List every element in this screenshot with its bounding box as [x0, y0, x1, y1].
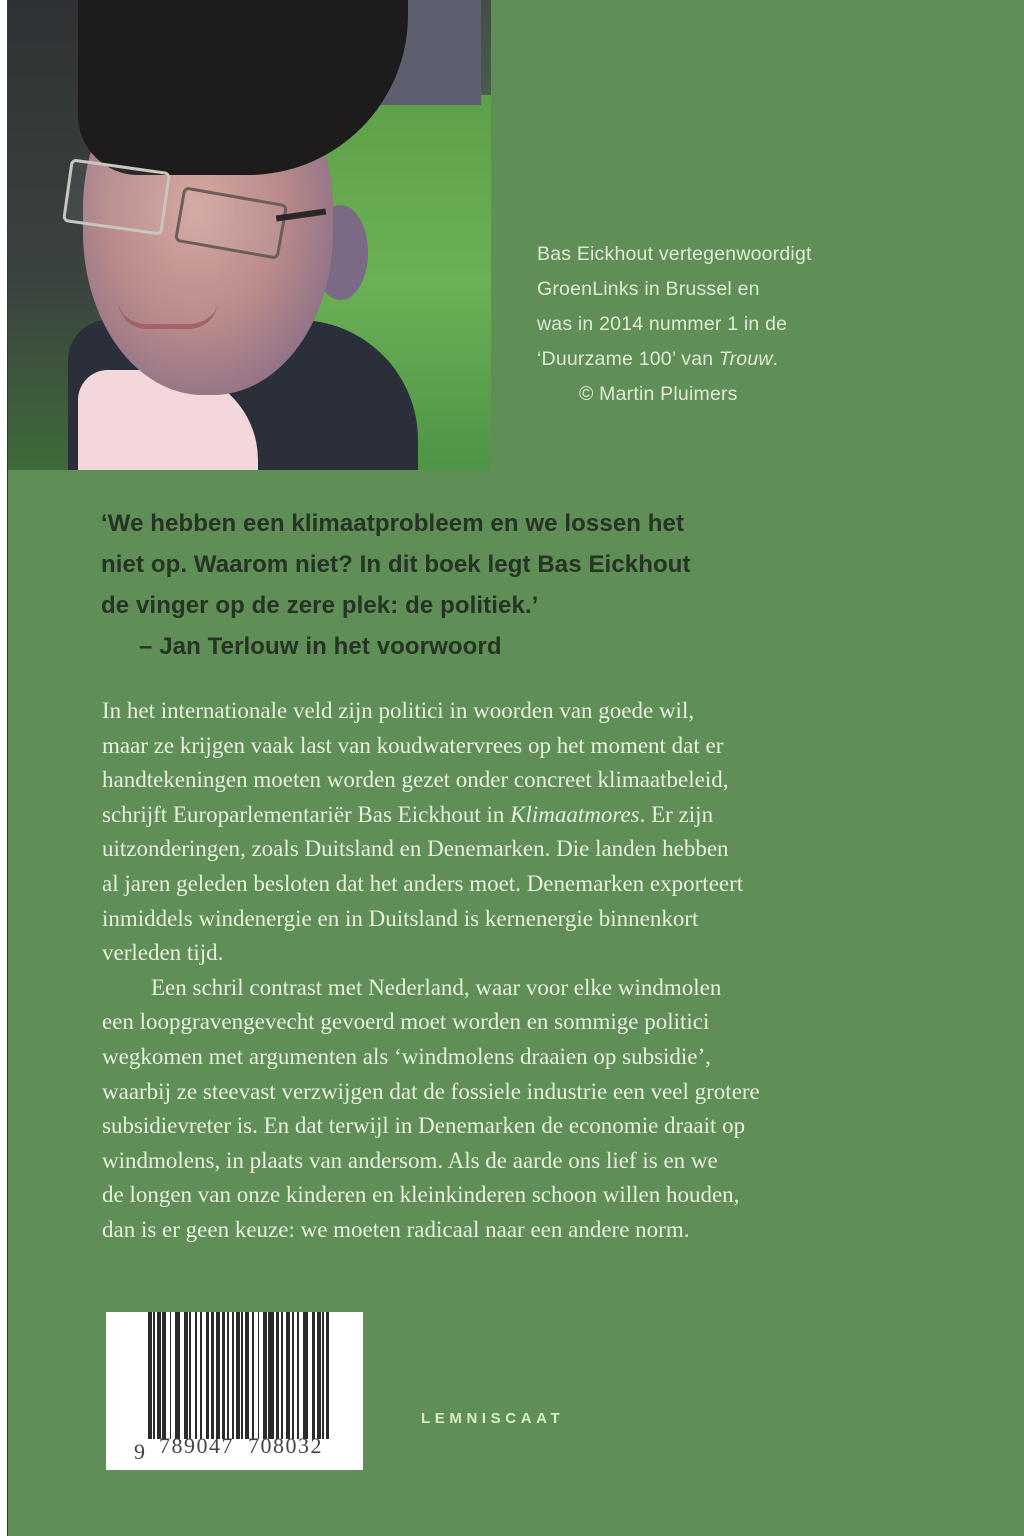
- quote-line: de vinger op de zere plek: de politiek.’: [101, 592, 539, 619]
- quote-line: niet op. Waarom niet? In dit boek legt Bas Eickhout: [101, 551, 691, 578]
- blurb-text: [102, 694, 932, 1248]
- blurb-line: windmolens, in plaats van andersom. Als de aarde ons lief is en we: [102, 1147, 718, 1173]
- blurb-line: uitzonderingen, zoals Duitsland en Denemarken. Die landen hebben: [102, 836, 729, 862]
- quote-line: ‘We hebben een klimaatprobleem en we lossen het: [101, 510, 685, 537]
- blurb-line: Een schril contrast met Nederland, waar voor elke windmolen: [151, 974, 722, 1000]
- blurb-line: handtekeningen moeten worden gezet onder concreet klimaatbeleid,: [102, 767, 729, 793]
- isbn-barcode: 9 789047 708032: [106, 1312, 363, 1470]
- blurb-line: de longen van onze kinderen en kleinkinderen schoon willen houden,: [102, 1182, 740, 1208]
- caption-line: Bas Eickhout vertegenwoordigt: [537, 243, 812, 265]
- book-title: Klimaatmores: [510, 801, 640, 827]
- blurb-line: maar ze krijgen vaak last van koudwatervrees op het moment dat er: [102, 732, 724, 758]
- photo-caption: [537, 237, 957, 412]
- book-back-cover: [7, 0, 1024, 1536]
- blurb-line: inmiddels windenergie en in Duitsland is kernenergie binnenkort: [102, 905, 699, 931]
- blurb-line: dan is er geen keuze: we moeten radicaal naar een andere norm.: [102, 1216, 690, 1242]
- blurb-line: wegkomen met argumenten als ‘windmolens draaien op subsidie’,: [102, 1043, 711, 1069]
- blurb-paragraph-1: [102, 694, 932, 971]
- blurb-line: al jaren geleden besloten dat het anders moet. Denemarken exporteert: [102, 870, 744, 896]
- caption-line: GroenLinks in Brussel en: [537, 278, 760, 300]
- quote-attribution: – Jan Terlouw in het voorwoord: [139, 633, 502, 660]
- endorsement-quote: [101, 503, 901, 667]
- blurb-line: schrijft Europarlementariër Bas Eickhout in Klimaatmores. Er zijn: [102, 801, 714, 827]
- blurb-line: een loopgravengevecht gevoerd moet worden en sommige politici: [102, 1009, 710, 1035]
- glasses-icon: [62, 158, 171, 235]
- blurb-line: verleden tijd.: [102, 940, 224, 966]
- blurb-line: subsidievreter is. En dat terwijl in Denemarken de economie draait op: [102, 1113, 746, 1139]
- barcode-bars: [148, 1312, 330, 1439]
- caption-line: ‘Duurzame 100’ van Trouw.: [537, 348, 779, 370]
- blurb-line: In het internationale veld zijn politici in woorden van goede wil,: [102, 698, 695, 723]
- blurb-paragraph-2: [102, 971, 932, 1248]
- photo-credit: © Martin Pluimers: [579, 383, 738, 405]
- newspaper-title: Trouw: [718, 348, 773, 370]
- author-photo: [8, 0, 491, 470]
- caption-line: was in 2014 nummer 1 in de: [537, 313, 788, 335]
- publisher-logo: LEMNISCAAT: [421, 1410, 565, 1427]
- blurb-line: waarbij ze steevast verzwijgen dat de fossiele industrie een veel grotere: [102, 1078, 760, 1104]
